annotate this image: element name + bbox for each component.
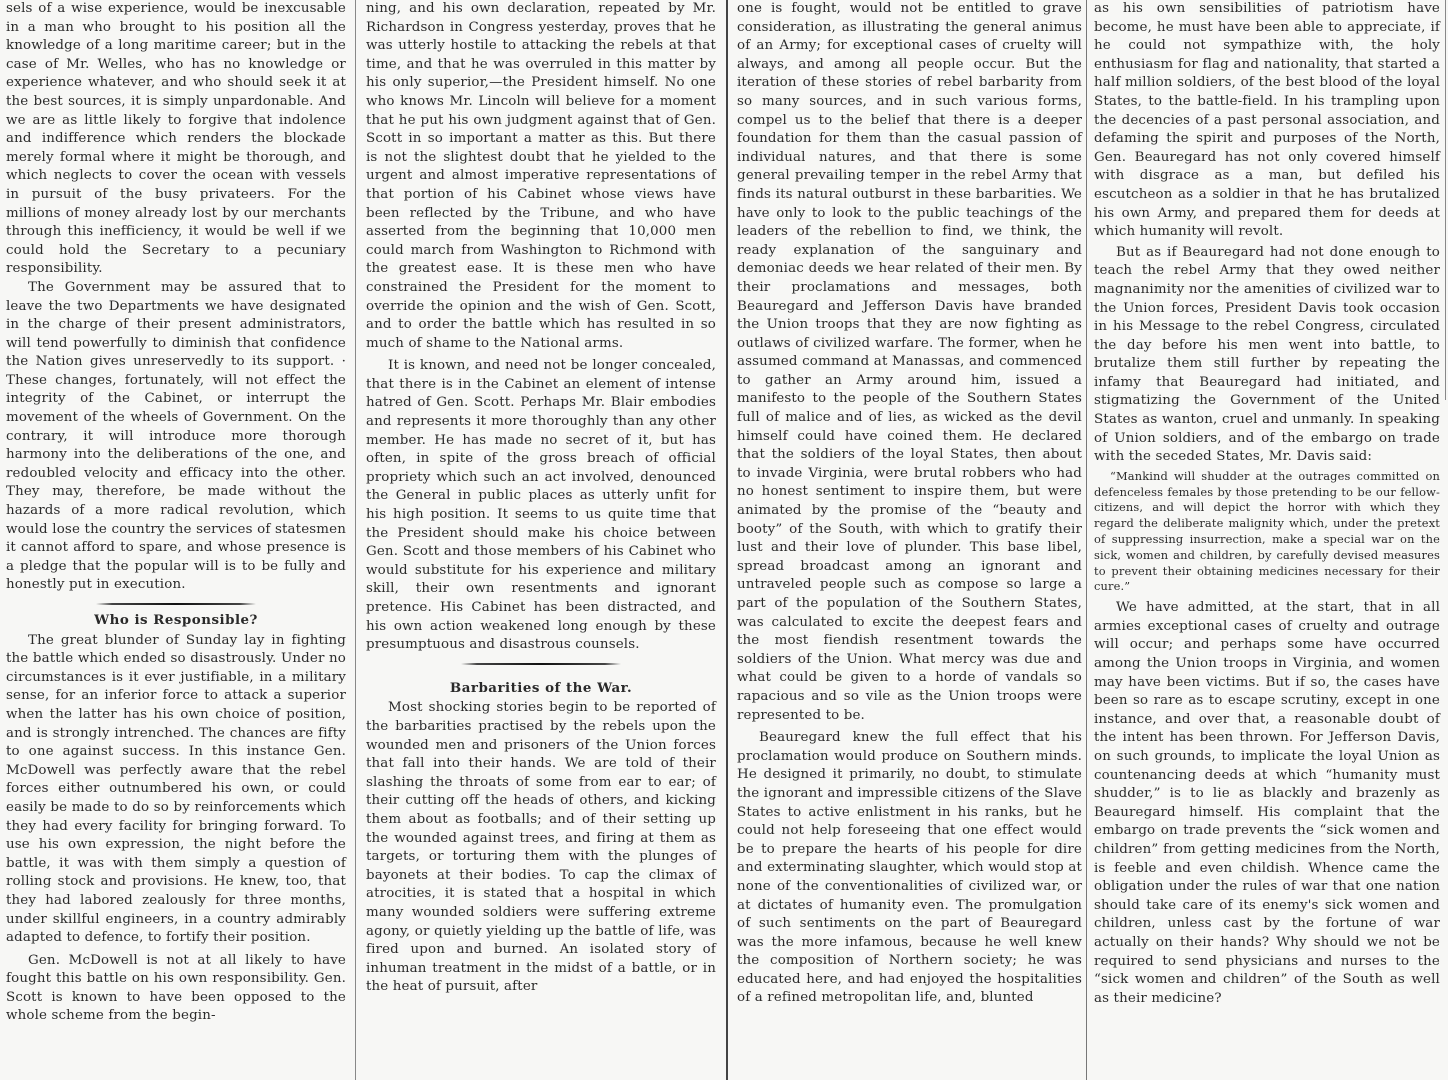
paragraph: Beauregard knew the full effect that his proclamation would produce on Southern minds. He designed it primarily, no doubt, to stimulate the ignorant and impressible citizens of the Slave States to active enlistment in his ranks, but he could not help foreseeing that one effect would be to prepare the hearts of his people for dire and exterminating slaughter, which would stop at none of the conventionalities of civilized war, or at dictates of humanity even. The promulgation of such sentiments on the part of Beauregard was the more infamous, because he well knew the composition of Northern society; he was educated here, and had enjoyed the hospitalities of a refined metropolitan life, and, blunted [737, 730, 1082, 1006]
paragraph: It is known, and need not be longer concealed, that there is in the Cabinet an element of intense hatred of Gen. Scott. Perhaps Mr. Blair embodies and represents it more thoroughly than any other member. He has made no secret of it, but has often, in spite of the gross breach of official propriety which such an act involved, denounced the General in public places as utterly unfit for his high position. It seems to us quite time that the President should make his choice between Gen. Scott and those members of his Cabinet who would substitute for his experience and military skill, their own resentments and ignorant pretence. His Cabinet has been distracted, and his own action weakened long enough by these presumptuous and disastrous counsels. [366, 358, 716, 653]
block-quote [1094, 469, 1440, 595]
page-edge-rule [1445, 0, 1446, 400]
paragraph: We have admitted, at the start, that in all armies exceptional cases of cruelty and outrage will occur; and perhaps some have occurred among the Union troops in Virginia, and women may have been victims. But if so, the cases have been so rare as to escape scrutiny, except in one instance, and over that, a reasonable doubt of the intent has been thrown. For Jefferson Davis, on such grounds, to implicate the loyal Union as countenancing deeds at which “humanity must shudder,” is to lie as blackly and brazenly as Beauregard himself. His complaint that the embargo on trade prevents the “sick women and children” from getting medicines from the North, is feeble and even childish. Whence came the obligation under the rules of war that one nation should take care of its enemy's sick women and children, unless cast by the fortune of war actually on their hands? Why should we not be required to send physicians and nurses to the “sick women and children” of the South as well as their medicine? [1094, 600, 1440, 1006]
paragraph: Most shocking stories begin to be reported of the barbarities practised by the rebels upon the wounded men and prisoners of the Union forces that fall into their hands. We are told of their slashing the throats of some from ear to ear; of their cutting off the heads of others, and kicking them about as footballs; and of their setting up the wounded against trees, and firing at them as targets, or torturing them with the plunges of bayonets at their bodies. To cap the climax of atrocities, it is stated that a hospital in which many wounded soldiers were suffering extreme agony, or quietly yielding up the battle of life, was fired upon and burned. An isolated story of inhuman treatment in the midst of a battle, or in the heat of pursuit, after [366, 700, 716, 995]
column-4 [1094, 0, 1440, 1008]
article-separator [96, 603, 256, 605]
column-rule [355, 0, 356, 1080]
paragraph: The great blunder of Sunday lay in fighting the battle which ended so disastrously. Under no circumstances is it ever justifiable, in a military sense, for an inferior force to attack a superior when the latter has his own choice of position, and is strongly intrenched. The chances are fifty to one against success. In this instance Gen. McDowell was perfectly aware that the rebel forces either outnumbered his own, or could easily be made to do so by reinforcements which they had every facility for bringing forward. To use his own expression, the night before the battle, it was with them simply a question of rolling stock and provisions. He knew, too, that they had labored zealously for three months, under skillful engineers, in a country admirably adapted to defence, to fortify their position. [6, 632, 346, 946]
column-1 [6, 0, 346, 1026]
paragraph: one is fought, would not be entitled to grave consideration, as illustrating the general animus of an Army; for exceptional cases of cruelty will always, and among all people occur. But the iteration of these stories of rebel barbarity from so many sources, and in such various forms, compel us to the belief that there is a deeper foundation for them than the casual passion of individual natures, and that there is some general prevailing temper in the rebel Army that finds its natural outburst in these barbarities. We have only to look to the public teachings of the leaders of the rebellion to find, we think, the ready explanation of the sanguinary and demoniac deeds we hear related of their men. By their proclamations and messages, both Beauregard and Jefferson Davis have branded the Union troops that they are now fighting as outlaws of civilized warfare. The former, when he assumed command at Manassas, and commenced to gather an Army around him, issued a manifesto to the people of the Southern States full of malice and of lies, as wicked as the devil himself could have coined them. He declared that the soldiers of the loyal States, then about to invade Virginia, were brutal robbers who had no honest sentiment to inspire them, but were animated by the promise of the “beauty and booty” of the South, with which to gratify their lust and their love of plunder. This base libel, spread broadcast among an ignorant and untraveled people such as compose so large a part of the population of the Southern States, was calculated to excite the deepest fears and the most fiendish resentment towards the soldiers of the Union. What mercy was due and what could be given to a horde of vandals so rapacious and so vile as the Union troops were represented to be. [737, 1, 1082, 723]
paragraph: The Government may be assured that to leave the two Departments we have designated in the charge of their present administrators, will tend powerfully to diminish that confidence the Nation gives unreservedly to its support. · These changes, fortunately, will not effect the integrity of the Cabinet, or interrupt the movement of the wheels of Government. On the contrary, it will introduce more thorough harmony into the deliberations of the one, and redoubled velocity and efficacy into the other. They may, therefore, be made without the hazards of a more radical revolution, which would lose the country the services of statesmen it cannot afford to spare, and whose presence is a pledge that the popular will is to be fully and honestly put in execution. [6, 279, 346, 593]
article-heading-barbarities-of-the-war: Barbarities of the War. [449, 679, 633, 696]
paragraph: as his own sensibilities of patriotism have become, he must have been able to appreciate, if he could not sympathize with, the holy enthusiasm for flag and nationality, that started a half million soldiers, of the best blood of the loyal States, to the battle-field. In his trampling upon the decencies of a past personal association, and defaming the spirit and purposes of the North, Gen. Beauregard has not only covered himself with disgrace as a man, but defiled his escutcheon as a soldier in that he has brutalized his own Army, and prepared them for deeds at which humanity will revolt. [1094, 1, 1440, 240]
article-heading-who-is-responsible: Who is Responsible? [94, 612, 258, 628]
column-3 [737, 0, 1082, 1008]
column-2 [366, 0, 716, 997]
column-rule [726, 0, 728, 1080]
quote-text: “Mankind will shudder at the outrages committed on defenceless females by those pretending to be our fellow-citizens, and will depict the horror with which they regard the deliberate malignity which, under the pretext of suppressing insurrection, make a special war on the sick, women and children, by carefully devised measures to prevent their obtaining medicines necessary for their cure.” [1094, 468, 1440, 594]
paragraph: But as if Beauregard had not done enough to teach the rebel Army that they owed neither magnanimity nor the amenities of civilized war to the Union forces, President Davis took occasion in his Message to the rebel Congress, circulated the day before his men went into battle, to brutalize them still further by repeating the infamy that Beauregard had initiated, and stigmatizing the Government of the United States as wanton, cruel and unmanly. In speaking of Union soldiers, and of the embargo on trade with the seceded States, Mr. Davis said: [1094, 244, 1440, 465]
paragraph: sels of a wise experience, would be inexcusable in a man who brought to his position all the knowledge of a long maritime career; but in the case of Mr. Welles, who has no knowledge or experience whatever, and who should seek it at the best sources, it is simply unpardonable. And we are as little likely to forgive that indolence and indifference which renders the blockade merely formal where it might be thorough, and which neglects to cover the ocean with vessels in pursuit of the busy privateers. For the millions of money already lost by our merchants through this inefficiency, it would be well if we could hold the Secretary to a pecuniary responsibility. [6, 1, 346, 277]
column-rule [1086, 0, 1087, 1080]
paragraph: Gen. McDowell is not at all likely to have fought this battle on his own responsibility. Gen. Scott is known to have been opposed to the whole scheme from the begin- [6, 952, 346, 1024]
paragraph: ning, and his own declaration, repeated by Mr. Richardson in Congress yesterday, proves that he was utterly hostile to attacking the rebels at that time, and that he was overruled in this matter by his only superior,—the President himself. No one who knows Mr. Lincoln will believe for a moment that he put his own judgment against that of Gen. Scott in so important a matter as this. But there is not the slightest doubt that he yielded to the urgent and almost imperative representations of that portion of his Cabinet whose views have been reflected by the Tribune, and who have asserted from the beginning that 10,000 men could march from Washington to Richmond with the greatest ease. It is these men who have constrained the President for the moment to override the opinion and the wish of Gen. Scott, and to order the battle which has resulted in so much of shame to the National arms. [366, 1, 716, 351]
article-separator [461, 663, 621, 665]
